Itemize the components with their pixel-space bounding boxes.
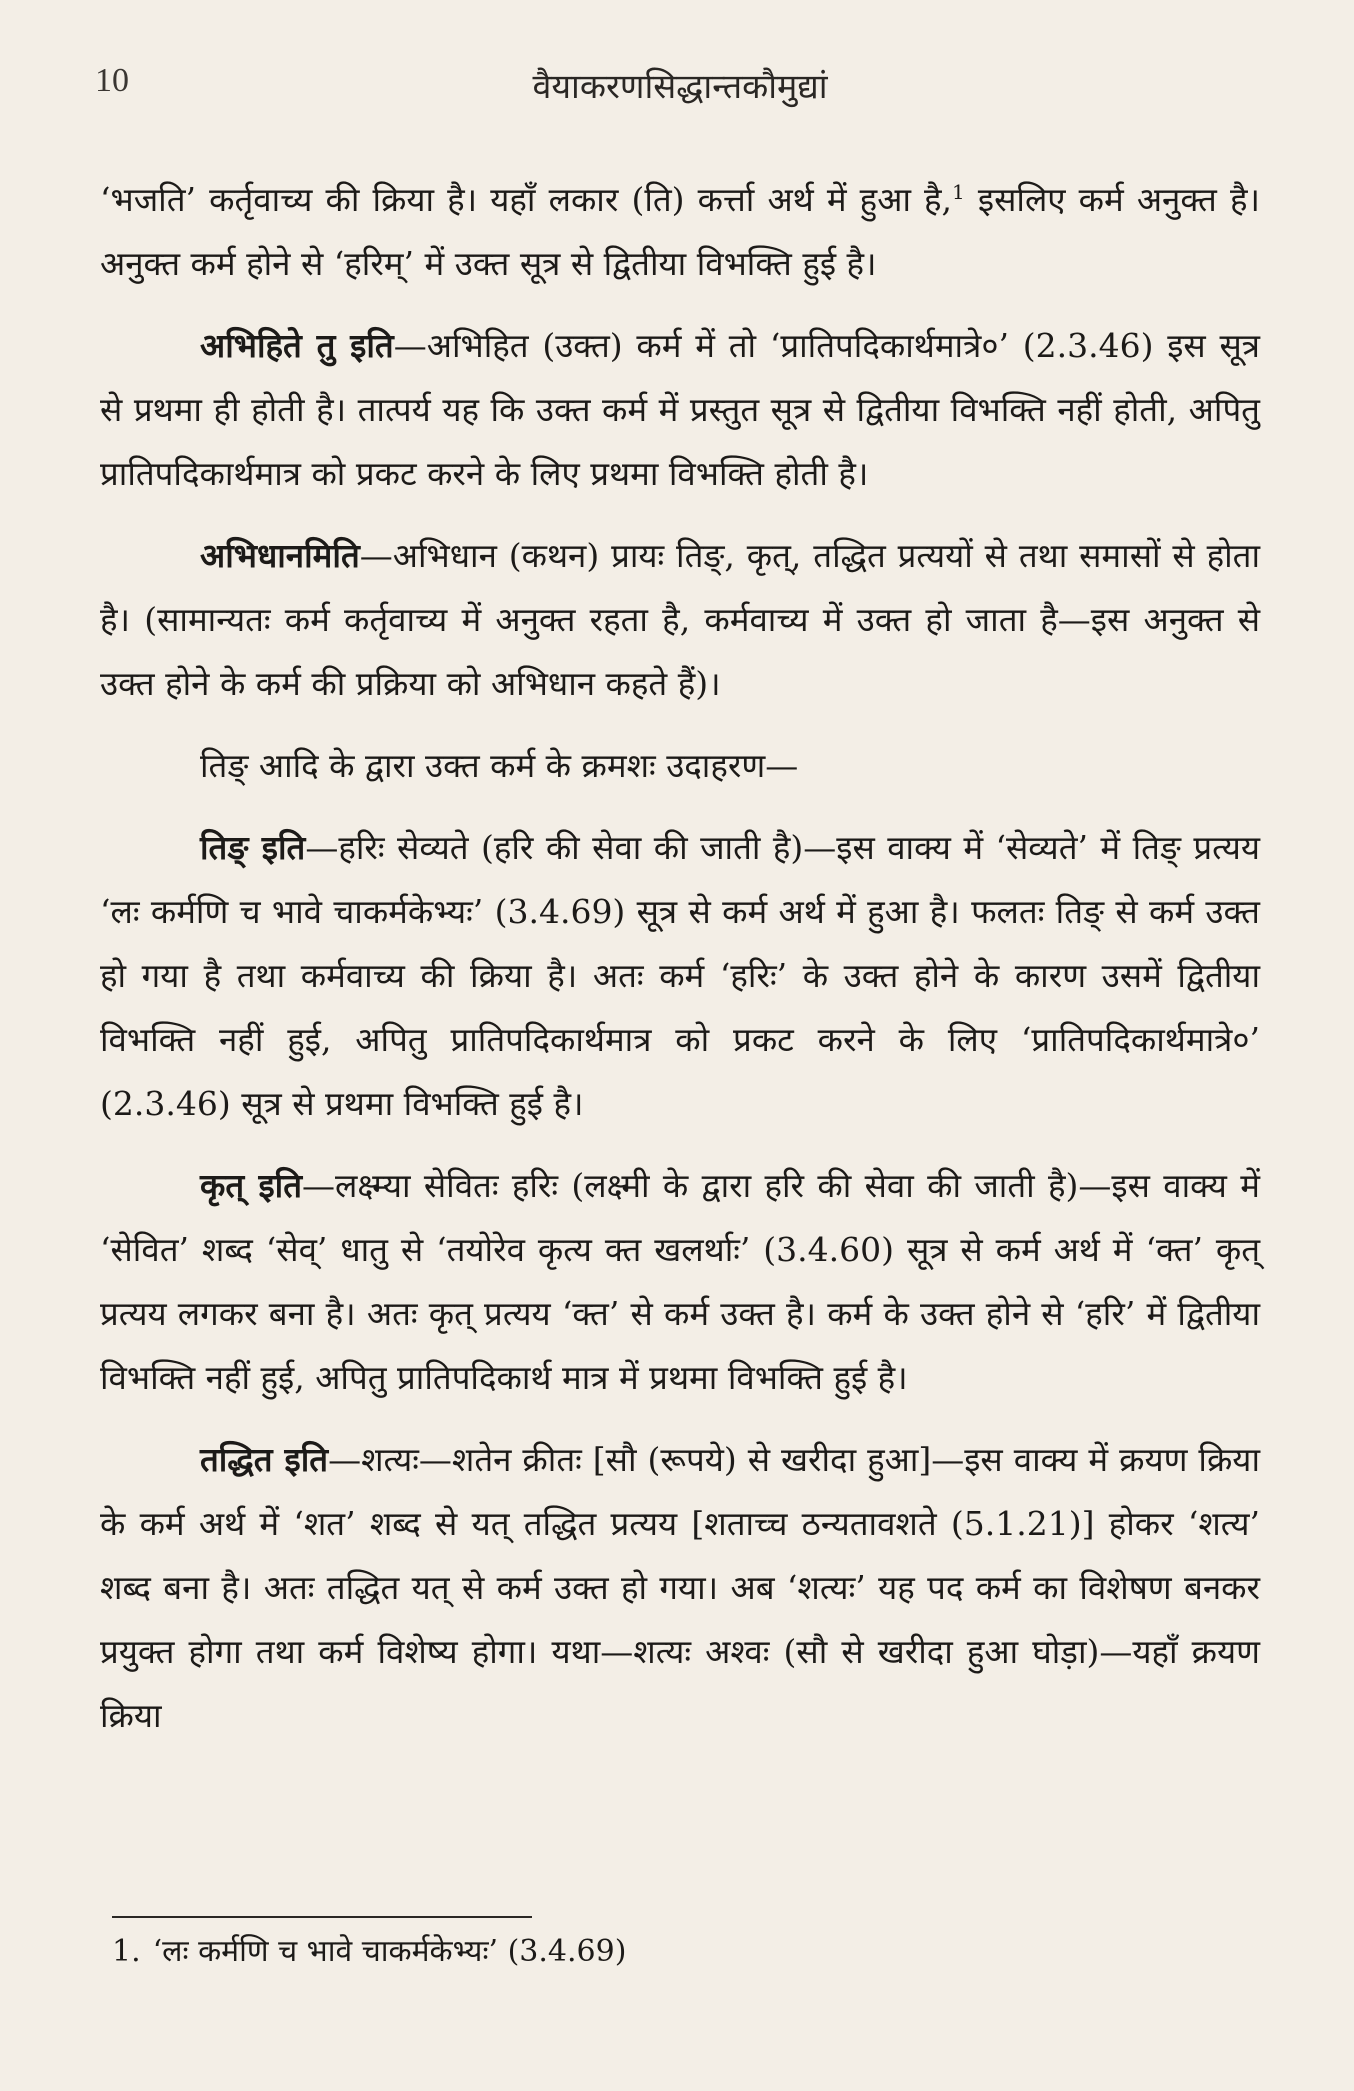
paragraph [100, 314, 1260, 506]
paragraph-text: —अभिहित (उक्त) कर्म में तो ‘प्रातिपदिकार्थमात्रे०’ (2.3.46) इस सूत्र से प्रथमा ही होती है। तात्पर्य यह कि उक्त कर्म में प्रस्तुत सूत्र से द्वितीया विभक्ति नहीं होती, अपितु प्रातिपदिकार्थमात्र को प्रकट करने के लिए प्रथमा विभक्ति होती है। [100, 326, 1260, 493]
footnote-text: ‘लः कर्मणि च भावे चाकर्मकेभ्यः’ (3.4.69) [152, 1934, 627, 1969]
paragraph [100, 1154, 1260, 1410]
paragraph-text: —शत्यः—शतेन क्रीतः [सौ (रूपये) से खरीदा हुआ]—इस वाक्य में क्रयण क्रिया के कर्म अर्थ में ‘शत’ शब्द से यत् तद्धित प्रत्यय [शताच्च ठन्यतावशते (5.1.21)] होकर ‘शत्य’ शब्द बना है। अतः तद्धित यत् से कर्म उक्त हो गया। अब ‘शत्यः’ यह पद कर्म का विशेषण बनकर प्रयुक्त होगा तथा कर्म विशेष्य होगा। यथा—शत्यः अश्वः (सौ से खरीदा हुआ घोड़ा)—यहाँ क्रयण क्रिया [100, 1440, 1260, 1735]
footnote-divider [112, 1916, 532, 1918]
paragraph-text: —हरिः सेव्यते (हरि की सेवा की जाती है)—इस वाक्य में ‘सेव्यते’ में तिङ् प्रत्यय ‘लः कर्मणि च भावे चाकर्मकेभ्यः’ (3.4.69) सूत्र से कर्म अर्थ में हुआ है। फलतः तिङ् से कर्म उक्त हो गया है तथा कर्मवाच्य की क्रिया है। अतः कर्म ‘हरिः’ के उक्त होने के कारण उसमें द्वितीया विभक्ति नहीं हुई, अपितु प्रातिपदिकार्थमात्र को प्रकट करने के लिए ‘प्रातिपदिकार्थमात्रे०’ (2.3.46) सूत्र से प्रथमा विभक्ति हुई है। [100, 828, 1260, 1123]
paragraph-text: ‘भजति’ कर्तृवाच्य की क्रिया है। यहाँ लकार (ति) कर्त्ता अर्थ में हुआ है, [100, 180, 953, 219]
paragraph-text: —अभिधान (कथन) प्रायः तिङ्, कृत्, तद्धित प्रत्ययों से तथा समासों से होता है। (सामान्यतः कर्म कर्तृवाच्य में अनुक्त रहता है, कर्मवाच्य में उक्त हो जाता है—इस अनुक्त से उक्त होने के कर्म की प्रक्रिया को अभिधान कहते हैं)। [100, 536, 1260, 703]
paragraph [100, 1428, 1260, 1748]
lemma-heading: तिङ् इति [200, 828, 306, 867]
lemma-heading: कृत् इति [200, 1166, 303, 1205]
lemma-heading: अभिहिते तु इति [200, 326, 394, 365]
paragraph-text-continued: इसलिए कर्म अनुक्त है। अनुक्त कर्म होने से ‘हरिम्’ में उक्त सूत्र से द्वितीया विभक्ति हुई है। [100, 180, 1260, 283]
footnote [112, 1928, 626, 1976]
paragraph-text: —लक्ष्म्या सेवितः हरिः (लक्ष्मी के द्वारा हरि की सेवा की जाती है)—इस वाक्य में ‘सेवित’ शब्द ‘सेव्’ धातु से ‘तयोरेव कृत्य क्त खलर्थाः’ (3.4.60) सूत्र से कर्म अर्थ में ‘क्त’ कृत् प्रत्यय लगकर बना है। अतः कृत् प्रत्यय ‘क्त’ से कर्म उक्त है। कर्म के उक्त होने से ‘हरि’ में द्वितीया विभक्ति नहीं हुई, अपितु प्रातिपदिकार्थ मात्र में प्रथमा विभक्ति हुई है। [100, 1166, 1261, 1397]
paragraph [100, 168, 1260, 296]
paragraph [100, 524, 1260, 716]
page-header [95, 62, 1265, 122]
page-body [100, 168, 1260, 1766]
page-number: 10 [95, 62, 129, 99]
paragraph [100, 816, 1260, 1136]
lemma-heading: अभिधानमिति [200, 536, 360, 575]
paragraph [100, 734, 1260, 798]
footnote-number: 1. [112, 1934, 141, 1969]
lemma-heading: तद्धित इति [200, 1440, 329, 1479]
running-title: वैयाकरणसिद्धान्तकौमुद्यां [532, 67, 828, 107]
footnote-marker: 1 [952, 180, 965, 204]
paragraph-text: तिङ् आदि के द्वारा उक्त कर्म के क्रमशः उदाहरण— [200, 746, 799, 785]
